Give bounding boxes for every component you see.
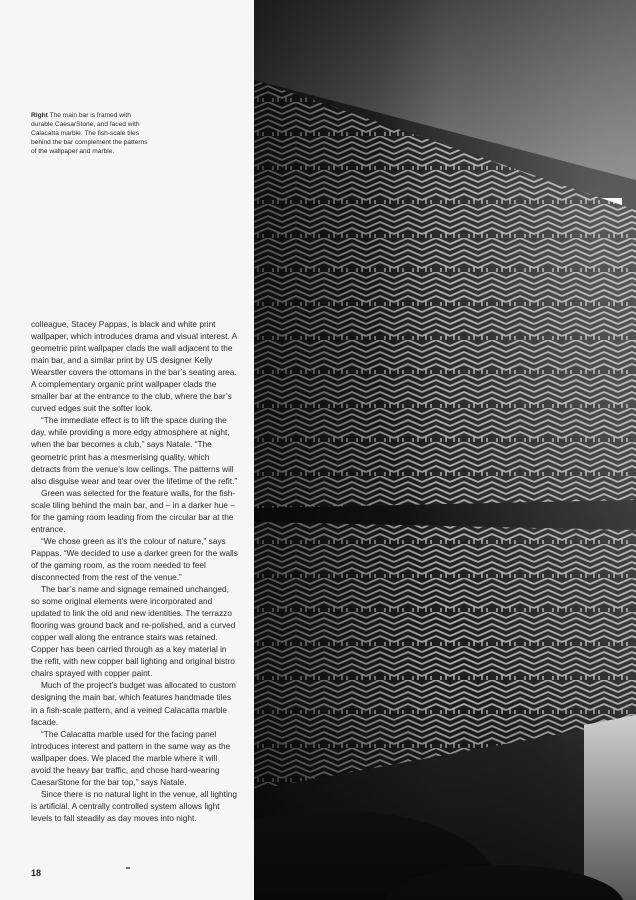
paragraph: Much of the project’s budget was allocated to custom designing the main bar, which features handmade tiles in a fish-scale pattern, and a veined Calacatta marble facade. bbox=[31, 680, 236, 727]
paragraph: “We chose green as it’s the colour of nature,” says Pappas. “We decided to use a darker green for the walls of the gaming room, as the room needed to feel disconnected from the rest of the venue.” bbox=[31, 535, 238, 582]
paragraph: “The Calacatta marble used for the facing panel introduces interest and pattern in the same way as the wallpaper does. We placed the marble where it will avoid the heavy bar traffic, and chose hard-wearing CaesarStone for the bar top,” says Natale. bbox=[31, 728, 231, 787]
page-number: 18 bbox=[31, 868, 42, 878]
paragraph: “The immediate effect is to lift the space during the day, while providing a more edgy atmosphere at night, when the bar becomes a club,” says Natale. “The geometric print has a mesmerising quality, which detracts from the venue’s low ceilings. The patterns will also disguise wear and tear over the lifetime of the refit.” bbox=[31, 415, 238, 486]
paragraph: Since there is no natural light in the venue, all lighting is artificial. A centrally controlled system allows light levels to fall steadily as day moves into night. bbox=[31, 788, 238, 823]
paragraph: colleague, Stacey Pappas, is black and white print wallpaper, which introduces drama and visual interest. A geometric print wallpaper clads the wall adjacent to the main bar, and a similar print by US designer Kelly Wearstler covers the ottomans in the bar’s seating area. A complementary organic print wallpaper clads the smaller bar at the entrance to the club, where the bar’s curved edges suit the softer look. bbox=[31, 319, 237, 414]
print-mark bbox=[126, 867, 130, 869]
caption-lead: Right bbox=[31, 112, 48, 119]
article-body bbox=[31, 318, 239, 824]
caption-text: The main bar is framed with durable CaesarStone, and faced with Calacatta marble. The fish-scale tiles behind the bar complement the patterns of the wallpaper and marble. bbox=[31, 112, 148, 155]
text-column bbox=[0, 0, 254, 900]
wallpaper-photo bbox=[254, 0, 636, 900]
paragraph: Green was selected for the feature walls, for the fish-scale tiling behind the main bar, and – in a darker hue – for the gaming room leading from the circular bar at the entrance. bbox=[31, 487, 236, 534]
paragraph: The bar’s name and signage remained unchanged, so some original elements were incorporated and updated to link the old and new identities. The terrazzo flooring was ground back and re-polished, and a curved copper wall along the entrance stairs was retained. Copper has been carried through as a key material in the refit, with new copper ball lighting and original bistro chairs sprayed with copper paint. bbox=[31, 584, 236, 679]
photo-caption bbox=[31, 112, 149, 157]
wallpaper-photo-svg bbox=[254, 0, 636, 900]
